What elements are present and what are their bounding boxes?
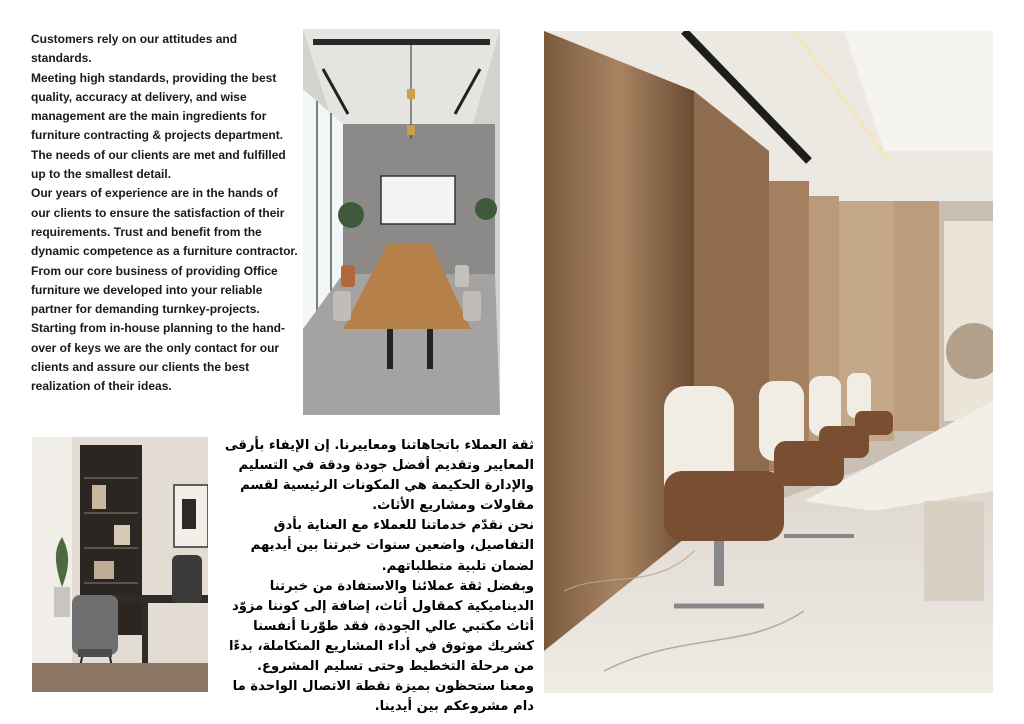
office-illustration — [32, 437, 208, 692]
arabic-paragraph-2: نحن نقدّم خدماتنا للعملاء مع العناية بأدق التفاصيل، واضعين سنوات خبرتنا بين أيديهم لضمان تلبية متطلباتهم. — [250, 518, 534, 574]
english-heading: Customers rely on our attitudes and standards. — [31, 32, 238, 66]
english-text-block — [31, 30, 299, 397]
arabic-text-block — [222, 436, 534, 717]
meeting-room-illustration — [303, 29, 500, 415]
english-paragraph-2: Our years of experience are in the hands of our clients to ensure the satisfaction of their requirements. Trust and benefit from the dynamic competence as a furniture contractor. From our core business of providing Office furniture we developed into your reliable partner for demanding turnkey-projects. Starting from in-house planning to the hand-over of keys we are the only contact for our clients and assure our clients the best realization of their ideas. — [31, 186, 298, 394]
arabic-paragraph-1: ثقة العملاء باتجاهاتنا ومعاييرنا. إن الإيفاء بأرقى المعايير وتقديم أفضل جودة ودقة في التسليم والإدارة الحكيمة هي المكونات الرئيسية لقسم مقاولات ومشاريع الأثاث. — [224, 438, 534, 514]
arabic-paragraph-3: وبفضل ثقة عملائنا والاستفادة من خبرتنا الديناميكية كمقاول أثاث، إضافة إلى كوننا مزوّد أثاث مكتبي عالي الجودة، فقد طوّرنا أنفسنا كشريك موثوق في أداء المشاريع المتكاملة، بدءًا من مرحلة التخطيط وحتى تسليم المشروع. — [229, 578, 534, 675]
office-photo — [32, 437, 208, 692]
arabic-paragraph-4: ومعنا ستحظون بميزة نقطة الاتصال الواحدة ما دام مشروعكم بين أيدينا. — [232, 679, 534, 715]
boardroom-photo — [544, 31, 993, 693]
meeting-room-photo — [303, 29, 500, 415]
english-paragraph-1: Meeting high standards, providing the best quality, accuracy at delivery, and wise management are the main ingredients for furniture contracting & projects department. The needs of our clients are met and fulfilled up to the smallest detail. — [31, 70, 286, 182]
boardroom-illustration — [544, 31, 993, 693]
